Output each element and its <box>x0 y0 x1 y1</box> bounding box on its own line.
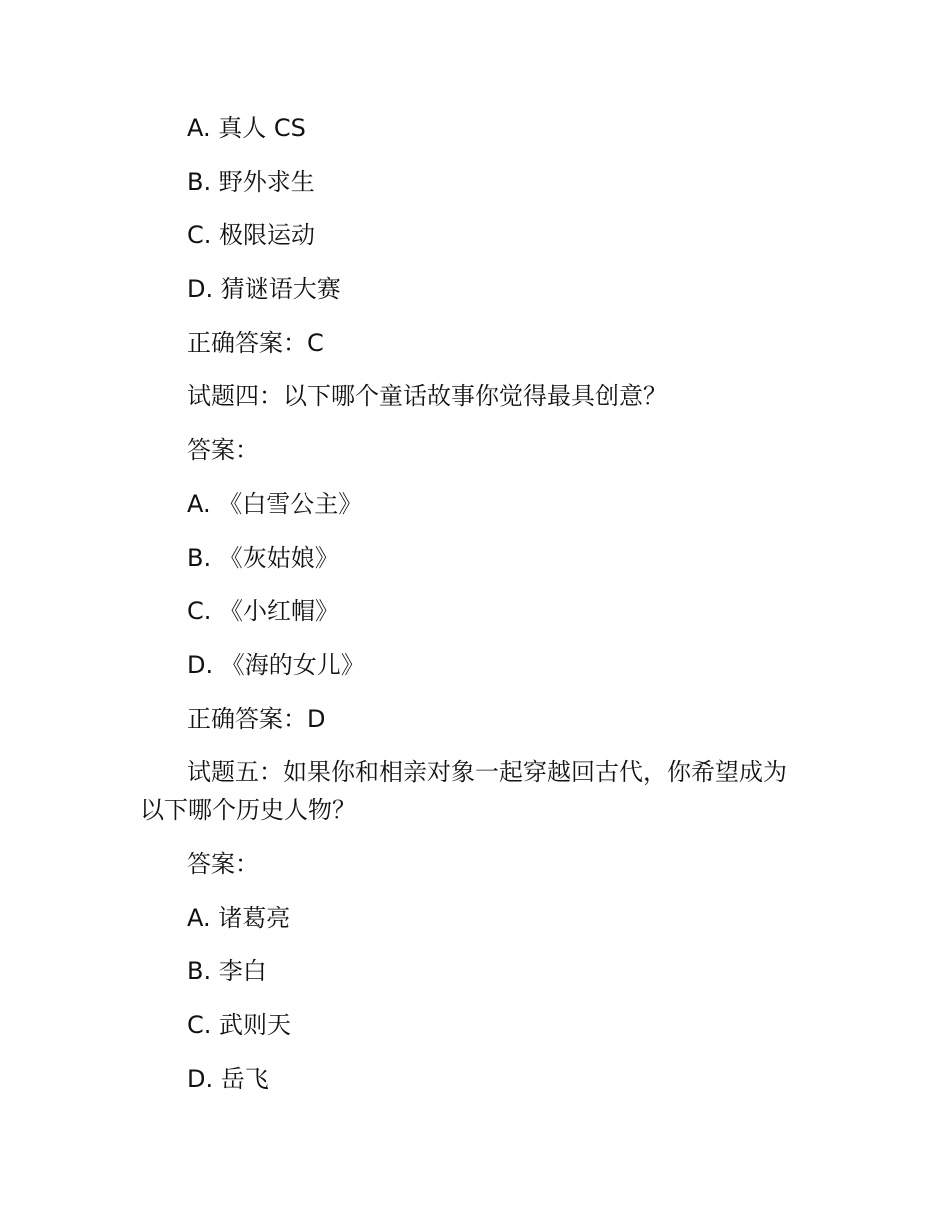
q5-answer-label: 答案： <box>187 849 259 878</box>
q5-question-line2: 以下哪个历史人物？ <box>140 796 356 825</box>
document-body <box>140 108 830 1112</box>
q5-question <box>140 752 830 830</box>
q4-option-c: C. 《小红帽》 <box>187 597 340 626</box>
q3-option-b: B. 野外求生 <box>187 167 315 196</box>
q4-option-b: B. 《灰姑娘》 <box>187 543 339 572</box>
q4-option-d: D. 《海的女儿》 <box>187 650 365 679</box>
q4-correct-answer: 正确答案：D <box>187 704 326 733</box>
q5-option-a: A. 诸葛亮 <box>187 903 291 932</box>
q5-question-line1: 试题五：如果你和相亲对象一起穿越回古代，你希望成为 <box>187 758 787 787</box>
q3-option-c: C. 极限运动 <box>187 221 316 250</box>
q4-answer-label: 答案： <box>187 436 259 465</box>
q3-correct-answer: 正确答案：C <box>187 328 324 357</box>
q5-option-c: C. 武则天 <box>187 1011 292 1039</box>
q5-option-d: D. 岳飞 <box>187 1064 269 1093</box>
q3-option-a: A. 真人 CS <box>187 114 306 142</box>
q5-option-b: B. 李白 <box>187 957 267 986</box>
q4-question: 试题四：以下哪个童话故事你觉得最具创意？ <box>187 382 667 411</box>
q3-option-d: D. 猜谜语大赛 <box>187 275 341 304</box>
q4-option-a: A. 《白雪公主》 <box>187 489 363 518</box>
